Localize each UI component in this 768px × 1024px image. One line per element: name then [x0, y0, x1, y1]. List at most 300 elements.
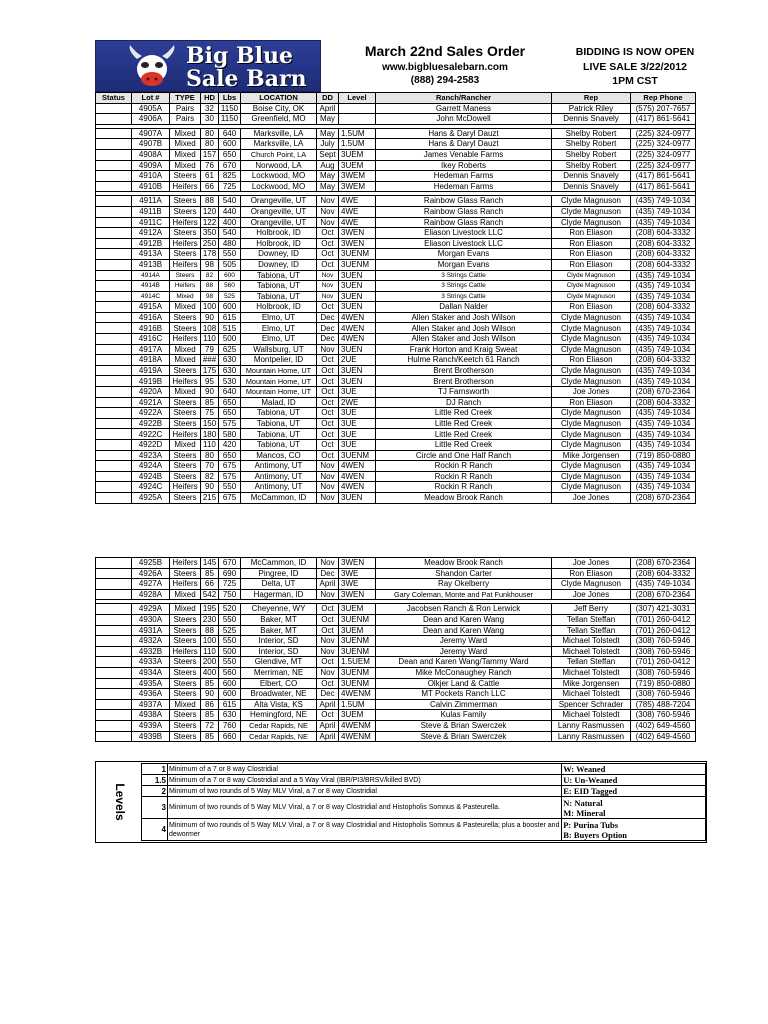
table-cell: Tabiona, UT — [241, 440, 317, 451]
table-cell: 4911C — [132, 217, 170, 228]
table-cell: Steers — [170, 249, 201, 260]
table-cell — [96, 259, 132, 270]
table-row — [96, 614, 696, 625]
table-row — [96, 397, 696, 408]
table-cell: Orangeville, UT — [241, 196, 317, 207]
table-cell: Nov — [317, 217, 339, 228]
table-cell: Dec — [317, 312, 339, 323]
table-cell: Nov — [317, 471, 339, 482]
table-cell: Steers — [170, 678, 201, 689]
level-row — [142, 797, 706, 819]
table-cell: Tellan Steffan — [552, 614, 631, 625]
table-cell: Oct — [317, 365, 339, 376]
table-cell: Nov — [317, 482, 339, 493]
table-cell: Norwood, LA — [241, 160, 317, 171]
table-cell: Heifers — [170, 217, 201, 228]
table-cell: Mixed — [170, 302, 201, 313]
table-cell — [96, 196, 132, 207]
level-number: 1 — [142, 764, 168, 775]
column-header: Lbs — [219, 93, 241, 104]
table-cell: Holbrook, ID — [241, 228, 317, 239]
table-cell: Oct — [317, 249, 339, 260]
table-cell — [96, 471, 132, 482]
table-cell: Oct — [317, 418, 339, 429]
table-cell: 88 — [201, 625, 219, 636]
code-cell — [562, 775, 706, 786]
table-cell — [96, 568, 132, 579]
table-cell: Eliason Livestock LLC — [376, 228, 552, 239]
table-row — [96, 103, 696, 114]
table-cell: 650 — [219, 397, 241, 408]
table-cell: 3WEN — [339, 589, 376, 600]
table-cell: Shelby Robert — [552, 160, 631, 171]
table-cell: 4WENM — [339, 720, 376, 731]
table-cell: 110 — [201, 646, 219, 657]
table-cell: Downey, ID — [241, 249, 317, 260]
code-cell — [562, 819, 706, 841]
table-cell: Clyde Magnuson — [552, 376, 631, 387]
table-row — [96, 344, 696, 355]
table-cell: Kulas Family — [376, 710, 552, 721]
table-cell: 4926A — [132, 568, 170, 579]
level-row — [142, 786, 706, 797]
table-cell: Dean and Karen Wang — [376, 625, 552, 636]
table-cell: Dean and Karen Wang — [376, 614, 552, 625]
table-cell: Elmo, UT — [241, 323, 317, 334]
table-cell: Dec — [317, 689, 339, 700]
table-cell — [96, 217, 132, 228]
table-cell: Pairs — [170, 103, 201, 114]
table-cell: Calvin Zimmerman — [376, 699, 552, 710]
table-cell: Baker, MT — [241, 625, 317, 636]
table-cell: Dec — [317, 323, 339, 334]
table-cell: Mike Jorgensen — [552, 678, 631, 689]
table-cell: 3UEN — [339, 270, 376, 281]
table-cell: (402) 649-4560 — [631, 731, 696, 742]
table-row — [96, 471, 696, 482]
table-cell: Clyde Magnuson — [552, 206, 631, 217]
table-cell — [96, 450, 132, 461]
table-cell: Ron Eliason — [552, 568, 631, 579]
table-row — [96, 171, 696, 182]
table-row — [96, 149, 696, 160]
table-cell: 520 — [219, 604, 241, 615]
table-cell: (785) 488-7204 — [631, 699, 696, 710]
table-cell: 85 — [201, 710, 219, 721]
table-cell: (435) 749-1034 — [631, 418, 696, 429]
table-cell: 542 — [201, 589, 219, 600]
level-description: Minimum of a 7 or 8 way Clostridial and a 5 Way Viral (IBR/PI3/BRSV/killed BVD) — [167, 775, 561, 786]
table-cell: 3UEN — [339, 344, 376, 355]
table-cell — [96, 160, 132, 171]
table-cell: 4935A — [132, 678, 170, 689]
table-cell: Mountain Home, UT — [241, 376, 317, 387]
table-cell: 4WE — [339, 206, 376, 217]
table-cell: 400 — [201, 667, 219, 678]
table-cell: Antimony, UT — [241, 482, 317, 493]
table-cell: 1150 — [219, 103, 241, 114]
table-cell — [96, 408, 132, 419]
level-row — [142, 775, 706, 786]
table-cell: Nov — [317, 344, 339, 355]
table-cell: Oct — [317, 710, 339, 721]
table-row — [96, 678, 696, 689]
table-cell: 200 — [201, 657, 219, 668]
table-row — [96, 249, 696, 260]
table-cell: Patrick Riley — [552, 103, 631, 114]
table-cell: 4922A — [132, 408, 170, 419]
level-row — [142, 764, 706, 775]
table-cell: MT Pockets Ranch LLC — [376, 689, 552, 700]
table-cell: (208) 670-2364 — [631, 589, 696, 600]
table-cell: 4929A — [132, 604, 170, 615]
table-cell — [96, 387, 132, 398]
table-cell — [96, 461, 132, 472]
table-cell: 4915A — [132, 302, 170, 313]
table-cell: 4919A — [132, 365, 170, 376]
table-cell: 66 — [201, 181, 219, 192]
table-cell: 350 — [201, 228, 219, 239]
table-cell: (208) 604-3332 — [631, 302, 696, 313]
table-cell: Dec — [317, 568, 339, 579]
table-cell — [96, 291, 132, 302]
table-cell: Morgan Evans — [376, 249, 552, 260]
table-cell: 3UENM — [339, 678, 376, 689]
table-cell: 4916A — [132, 312, 170, 323]
table-cell: 1.5UM — [339, 139, 376, 150]
table-cell: Allen Staker and Josh Wilson — [376, 312, 552, 323]
table-cell: Steve & Brian Swerczek — [376, 731, 552, 742]
table-cell: 3WE — [339, 579, 376, 590]
table-cell: Dean and Karen Wang/Tammy Ward — [376, 657, 552, 668]
table-cell: Mancos, CO — [241, 450, 317, 461]
table-cell: 4WEN — [339, 312, 376, 323]
table-cell: Steers — [170, 492, 201, 503]
table-row — [96, 376, 696, 387]
table-cell: Heifers — [170, 259, 201, 270]
table-cell: Mountain Home, UT — [241, 387, 317, 398]
table-cell — [96, 646, 132, 657]
table-cell: 4925A — [132, 492, 170, 503]
table-cell: (225) 324-0977 — [631, 139, 696, 150]
table-cell: Rainbow Glass Ranch — [376, 217, 552, 228]
table-cell: 3UE — [339, 429, 376, 440]
table-cell: 525 — [219, 625, 241, 636]
table-cell: Tabiona, UT — [241, 429, 317, 440]
table-cell: (435) 749-1034 — [631, 344, 696, 355]
table-cell: Oct — [317, 376, 339, 387]
table-cell — [96, 365, 132, 376]
table-cell: (417) 861-5641 — [631, 171, 696, 182]
table-cell: Rainbow Glass Ranch — [376, 206, 552, 217]
table-cell: Oct — [317, 614, 339, 625]
table-cell: Clyde Magnuson — [552, 196, 631, 207]
table-cell: Jeff Berry — [552, 604, 631, 615]
table-cell: 195 — [201, 604, 219, 615]
code-cell — [562, 797, 706, 819]
levels-title-box — [100, 762, 140, 842]
table-cell: (435) 749-1034 — [631, 281, 696, 292]
table-row — [96, 114, 696, 125]
table-cell — [96, 689, 132, 700]
table-cell: Clyde Magnuson — [552, 217, 631, 228]
table-cell: Steers — [170, 636, 201, 647]
table-cell: 3UENM — [339, 667, 376, 678]
table-cell: Oct — [317, 397, 339, 408]
table-cell: 4924B — [132, 471, 170, 482]
table-cell: Ray Okelberry — [376, 579, 552, 590]
table-cell: 4WE — [339, 196, 376, 207]
table-cell — [339, 103, 376, 114]
table-cell: May — [317, 171, 339, 182]
table-cell: Nov — [317, 270, 339, 281]
table-cell: 4919B — [132, 376, 170, 387]
table-cell: Little Red Creek — [376, 408, 552, 419]
table-cell: 122 — [201, 217, 219, 228]
table-cell: 4921A — [132, 397, 170, 408]
table-cell: 4WEN — [339, 482, 376, 493]
table-cell: ### — [201, 355, 219, 366]
table-cell: Eliason Livestock LLC — [376, 238, 552, 249]
table-cell: 1150 — [219, 114, 241, 125]
table-row — [96, 589, 696, 600]
table-cell: Allen Staker and Josh Wilson — [376, 323, 552, 334]
table-cell: 79 — [201, 344, 219, 355]
table-cell: Shelby Robert — [552, 149, 631, 160]
table-cell: Clyde Magnuson — [552, 291, 631, 302]
table-cell: 82 — [201, 471, 219, 482]
table-cell: (208) 604-3332 — [631, 228, 696, 239]
table-cell: 4912B — [132, 238, 170, 249]
table-cell: Oct — [317, 387, 339, 398]
table-cell — [96, 657, 132, 668]
table-cell: Nov — [317, 196, 339, 207]
table-cell: 4910A — [132, 171, 170, 182]
table-cell: 4907B — [132, 139, 170, 150]
table-cell: Ikey Roberts — [376, 160, 552, 171]
table-cell: Ron Eliason — [552, 302, 631, 313]
table-cell: 640 — [219, 128, 241, 139]
table-cell: Steers — [170, 450, 201, 461]
table-cell: (435) 749-1034 — [631, 440, 696, 451]
table-cell: Heifers — [170, 482, 201, 493]
table-row — [96, 365, 696, 376]
code-legend-item: B: Buyers Option — [563, 829, 627, 840]
table-cell — [96, 678, 132, 689]
table-cell — [96, 302, 132, 313]
table-cell: Clyde Magnuson — [552, 471, 631, 482]
table-cell: Clyde Magnuson — [552, 281, 631, 292]
table-cell: 690 — [219, 568, 241, 579]
table-cell — [96, 281, 132, 292]
table-cell: Steers — [170, 625, 201, 636]
table-cell: Pairs — [170, 114, 201, 125]
table-cell: Steers — [170, 568, 201, 579]
code-legend-item: N: Natural — [563, 797, 603, 808]
table-cell: (208) 670-2364 — [631, 492, 696, 503]
table-cell: 85 — [201, 568, 219, 579]
table-cell: 3UEN — [339, 365, 376, 376]
table-cell: 560 — [219, 667, 241, 678]
table-cell: 3UEN — [339, 281, 376, 292]
table-cell: Michael Tolstedt — [552, 689, 631, 700]
table-cell: Steers — [170, 657, 201, 668]
table-cell: (402) 649-4560 — [631, 720, 696, 731]
cow-icon — [126, 43, 178, 91]
table-row — [96, 323, 696, 334]
table-cell: 4914C — [132, 291, 170, 302]
table-cell: Little Red Creek — [376, 440, 552, 451]
table-cell: Hagerman, ID — [241, 589, 317, 600]
table-cell: 4WEN — [339, 334, 376, 345]
table-cell: Rockin R Ranch — [376, 482, 552, 493]
table-cell: Hemingford, NE — [241, 710, 317, 721]
table-cell: 4923A — [132, 450, 170, 461]
table-cell: 725 — [219, 579, 241, 590]
table-cell: (435) 749-1034 — [631, 471, 696, 482]
table-cell: 3WEN — [339, 238, 376, 249]
table-cell — [96, 270, 132, 281]
table-cell: 615 — [219, 699, 241, 710]
table-cell: 4WENM — [339, 731, 376, 742]
table-cell: (417) 861-5641 — [631, 181, 696, 192]
table-cell: (435) 749-1034 — [631, 270, 696, 281]
table-cell: Oct — [317, 408, 339, 419]
table-cell: Nov — [317, 461, 339, 472]
table-cell: (435) 749-1034 — [631, 461, 696, 472]
table-cell: Orangeville, UT — [241, 206, 317, 217]
table-row — [96, 128, 696, 139]
table-cell: 420 — [219, 440, 241, 451]
table-cell: Boise City, OK — [241, 103, 317, 114]
table-cell: Nov — [317, 558, 339, 569]
table-cell: 3UENM — [339, 646, 376, 657]
live-sale-date: LIVE SALE 3/22/2012 — [583, 61, 687, 73]
table-cell: Elbert, CO — [241, 678, 317, 689]
table-cell — [96, 206, 132, 217]
table-row — [96, 657, 696, 668]
table-cell — [96, 625, 132, 636]
table-cell: Glendive, MT — [241, 657, 317, 668]
table-cell: Interior, SD — [241, 636, 317, 647]
level-row — [142, 819, 706, 841]
table-cell: 750 — [219, 589, 241, 600]
table-cell: 3UENM — [339, 259, 376, 270]
table-cell — [96, 604, 132, 615]
table-cell: Jacobsen Ranch & Ron Lerwick — [376, 604, 552, 615]
table-cell: Heifers — [170, 238, 201, 249]
table-cell: (435) 749-1034 — [631, 579, 696, 590]
table-cell: Rockin R Ranch — [376, 471, 552, 482]
table-cell: 230 — [201, 614, 219, 625]
table-cell: 110 — [201, 334, 219, 345]
table-cell: 157 — [201, 149, 219, 160]
sales-table-1 — [95, 92, 696, 504]
table-cell: Steers — [170, 312, 201, 323]
table-cell: Marksville, LA — [241, 139, 317, 150]
table-cell: Nov — [317, 589, 339, 600]
table-cell: 540 — [219, 196, 241, 207]
table-cell: 550 — [219, 657, 241, 668]
table-cell: Clyde Magnuson — [552, 440, 631, 451]
table-cell: Merriman, NE — [241, 667, 317, 678]
table-cell: Oct — [317, 259, 339, 270]
table-cell: Shandon Carter — [376, 568, 552, 579]
table-cell: 3UEM — [339, 625, 376, 636]
table-cell: Little Red Creek — [376, 418, 552, 429]
table-cell: (208) 604-3332 — [631, 238, 696, 249]
table-cell: Mixed — [170, 440, 201, 451]
table-row — [96, 720, 696, 731]
table-cell: 3UE — [339, 440, 376, 451]
table-cell: 98 — [201, 259, 219, 270]
table-cell: 80 — [201, 450, 219, 461]
table-cell: Steers — [170, 408, 201, 419]
table-cell: 108 — [201, 323, 219, 334]
table-cell: 4927A — [132, 579, 170, 590]
table-cell: 3UENM — [339, 636, 376, 647]
table-cell: 82 — [201, 270, 219, 281]
table-cell: Ron Eliason — [552, 259, 631, 270]
code-cell — [562, 764, 706, 775]
table-cell: 88 — [201, 281, 219, 292]
table-cell: 670 — [219, 558, 241, 569]
table-cell: Mike McConaughey Ranch — [376, 667, 552, 678]
table-row — [96, 217, 696, 228]
table-cell: 4WEN — [339, 323, 376, 334]
table-cell: (208) 670-2364 — [631, 387, 696, 398]
table-cell: Meadow Brook Ranch — [376, 492, 552, 503]
table-cell: Clyde Magnuson — [552, 334, 631, 345]
table-cell — [96, 139, 132, 150]
table-cell: Steers — [170, 461, 201, 472]
table-cell: 630 — [219, 365, 241, 376]
table-cell: Montpelier, ID — [241, 355, 317, 366]
table-cell: (417) 861-5641 — [631, 114, 696, 125]
table-cell: Rockin R Ranch — [376, 461, 552, 472]
table-cell: (208) 604-3332 — [631, 568, 696, 579]
table-cell: Steers — [170, 171, 201, 182]
levels-legend — [95, 761, 707, 843]
table-cell — [339, 114, 376, 125]
table-cell — [96, 558, 132, 569]
table-cell: 4WEN — [339, 471, 376, 482]
table-cell: 400 — [219, 217, 241, 228]
table-cell: 575 — [219, 471, 241, 482]
table-cell: Tabiona, UT — [241, 270, 317, 281]
table-cell: Nov — [317, 646, 339, 657]
table-cell: Frank Horton and Kraig Sweat — [376, 344, 552, 355]
table-cell: 4924A — [132, 461, 170, 472]
table-cell: May — [317, 128, 339, 139]
table-cell: Pingree, ID — [241, 568, 317, 579]
table-row — [96, 228, 696, 239]
table-cell: Garrett Maness — [376, 103, 552, 114]
table-row — [96, 334, 696, 345]
table-cell: 3UE — [339, 408, 376, 419]
table-cell: 85 — [201, 678, 219, 689]
table-cell: 4910B — [132, 181, 170, 192]
table-cell: Dec — [317, 334, 339, 345]
table-cell: Tabiona, UT — [241, 281, 317, 292]
table-cell: 76 — [201, 160, 219, 171]
table-cell — [96, 103, 132, 114]
level-description: Minimum of two rounds of 5 Way MLV Viral, a 7 or 8 way Clostridial and Histopholis Somnus & Pasteurella; plus a booster and dewormer — [167, 819, 561, 841]
table-cell: Clyde Magnuson — [552, 579, 631, 590]
table-cell: Oct — [317, 657, 339, 668]
table-cell: Heifers — [170, 558, 201, 569]
level-description: Minimum of a 7 or 8 way Clostridial — [167, 764, 561, 775]
